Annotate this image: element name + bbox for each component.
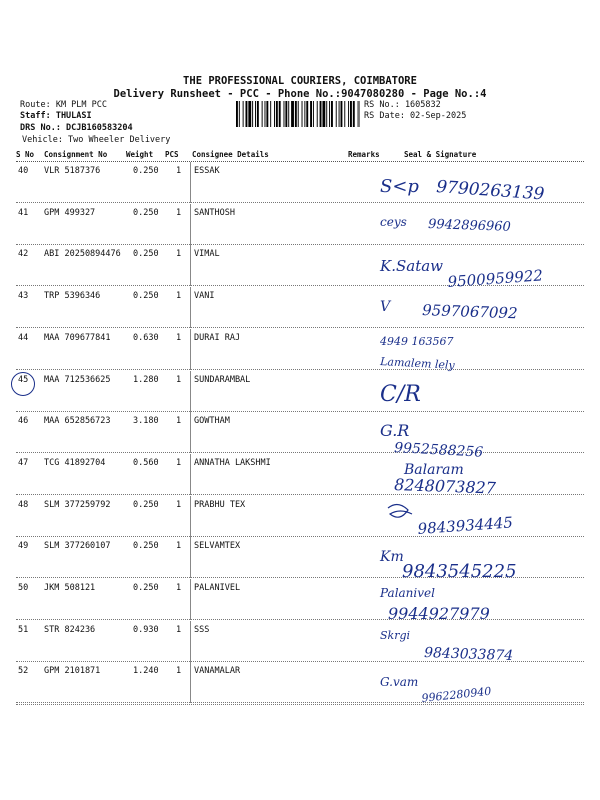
barcode-bar (339, 101, 340, 127)
signature-scrawl: ceys (380, 214, 407, 229)
pieces-count: 1 (176, 666, 182, 677)
col-sno: S No (16, 150, 35, 159)
barcode-bar (276, 101, 278, 127)
table-row (16, 621, 584, 662)
barcode-bar (270, 101, 271, 127)
table-row (16, 662, 584, 706)
serial-number: 43 (18, 291, 29, 302)
consignment-number: TRP 5396346 (44, 291, 101, 302)
barcode-bar (306, 101, 308, 127)
consignee-name: VANAMALAR (194, 666, 241, 677)
pieces-count: 1 (176, 416, 182, 427)
consignee-name: DURAI RAJ (194, 332, 241, 343)
signature-phone-number: 8248073827 (393, 474, 497, 498)
col-pcs: PCS (165, 150, 179, 159)
signature-scrawl: Balaram (404, 461, 464, 478)
weight-value: 0.250 (133, 249, 159, 260)
weight-value: 1.280 (133, 374, 159, 385)
table-row (16, 162, 584, 203)
pieces-count: 1 (176, 457, 182, 468)
column-divider (190, 579, 191, 620)
route-label: Route: KM PLM PCC (20, 100, 107, 110)
signature-scrawl: K.Sataw (380, 257, 444, 276)
table-row (16, 329, 584, 370)
col-seal: Seal & Signature (404, 150, 477, 159)
signature-phone-number: 9944927979 (388, 604, 490, 623)
signature-phone-number: 9790263139 (435, 177, 545, 205)
weight-value: 0.250 (133, 541, 159, 552)
signature-scrawl: Skrgi (380, 628, 411, 642)
barcode-bar (239, 101, 240, 127)
consignment-number: GPM 499327 (44, 207, 96, 218)
barcode-bar (257, 101, 259, 127)
barcode-bar (302, 101, 303, 127)
serial-number: 44 (18, 332, 29, 343)
staff-label: Staff: THULASI (20, 111, 92, 121)
table-bottom-divider (16, 704, 584, 705)
consignee-name: PALANIVEL (194, 583, 241, 593)
barcode-bar (255, 101, 256, 127)
signature-phone-number: 9843033874 (423, 644, 514, 664)
weight-value: 0.930 (133, 624, 159, 635)
consignment-number: STR 824236 (44, 624, 96, 635)
vehicle-label: Vehicle: Two Wheeler Delivery (22, 135, 171, 145)
col-consignee: Consignee Details (192, 150, 269, 159)
barcode-bar (298, 101, 299, 127)
consignment-number: GPM 2101871 (44, 666, 101, 677)
table-row (16, 537, 584, 583)
signature-scrawl: G.R (380, 421, 410, 441)
pieces-count: 1 (176, 499, 182, 510)
signature-phone-number: 9843545225 (402, 561, 517, 583)
barcode-bar (360, 101, 361, 127)
barcode-bar (304, 101, 305, 127)
barcode-bar (310, 101, 312, 127)
barcode-bar (295, 101, 297, 127)
signature-scrawl: S<p (380, 176, 419, 197)
pieces-count: 1 (176, 332, 182, 343)
consignee-name: GOWTHAM (194, 416, 230, 427)
table-row (16, 412, 584, 461)
weight-value: 0.250 (133, 207, 159, 218)
pieces-count: 1 (176, 583, 182, 593)
pieces-count: 1 (176, 541, 182, 552)
serial-number: 51 (18, 624, 29, 635)
consignee-name: VIMAL (194, 249, 220, 260)
signature-scrawl: V (380, 299, 391, 316)
consignee-name: SANTHOSH (194, 207, 235, 218)
column-divider (190, 537, 191, 578)
signature-scrawl: C/R (380, 381, 421, 407)
signature-phone-number: 9597067092 (421, 301, 518, 323)
table-row (16, 287, 584, 328)
serial-number: 48 (18, 499, 29, 510)
column-divider (190, 662, 191, 703)
column-divider (190, 371, 191, 412)
column-divider (190, 454, 191, 495)
consignment-number: TCG 41892704 (44, 457, 106, 468)
handwritten-circle-mark (11, 372, 35, 396)
signature-phone-number: 9942896960 (427, 216, 512, 235)
barcode-bar (344, 101, 345, 127)
consignment-number: VLR 5187376 (44, 166, 101, 176)
barcode-bar (252, 101, 253, 127)
column-divider (190, 204, 191, 245)
table-row (16, 371, 584, 412)
signature-stroke (388, 504, 412, 517)
barcode-bar (326, 101, 327, 127)
pieces-count: 1 (176, 249, 182, 260)
consignee-name: SUNDARAMBAL (194, 374, 251, 385)
consignee-name: SSS (194, 624, 210, 635)
weight-value: 3.180 (133, 416, 159, 427)
barcode-bar (288, 101, 289, 127)
barcode-bar (348, 101, 349, 127)
serial-number: 41 (18, 207, 29, 218)
barcode-bar (341, 101, 343, 127)
signature-phone-number: 9843934445 (417, 512, 514, 538)
serial-number: 46 (18, 416, 29, 427)
barcode-bar (353, 101, 355, 127)
signature-scrawl: 4949 163567 (380, 334, 454, 348)
consignment-number: MAA 712536625 (44, 374, 111, 385)
consignment-number: SLM 377260107 (44, 541, 111, 552)
consignee-name: SELVAMTEX (194, 541, 241, 552)
signature-scrawl: Palanivel (380, 586, 435, 600)
barcode-bar (329, 101, 330, 127)
table-row (16, 454, 584, 498)
signature-scrawl: G.vam (380, 675, 419, 690)
signature-phone-number: 9952588256 (393, 440, 484, 461)
signature-phone-number: 9962280940 (420, 685, 492, 706)
table-row (16, 204, 584, 245)
runsheet-title: Delivery Runsheet - PCC - Phone No.:9047080280 - Page No.:4 (113, 88, 487, 100)
weight-value: 0.250 (133, 291, 159, 302)
column-divider (190, 245, 191, 286)
table-row (16, 245, 584, 292)
col-weight: Weight (126, 150, 154, 159)
signature-phone-number: Lamalem lely (379, 354, 455, 372)
company-title: THE PROFESSIONAL COURIERS, COIMBATORE (183, 75, 417, 87)
weight-value: 0.630 (133, 332, 159, 343)
barcode-bar (317, 101, 318, 127)
weight-value: 0.560 (133, 457, 159, 468)
drs-label: DRS No.: DCJB160583204 (20, 123, 133, 133)
weight-value: 0.250 (133, 499, 159, 510)
col-remarks: Remarks (348, 150, 380, 159)
barcode-bar (246, 101, 248, 127)
rs-info (364, 100, 466, 122)
rs-date: RS Date: 02-Sep-2025 (364, 111, 467, 121)
barcode-bar (291, 101, 294, 127)
barcode-bar (313, 101, 314, 127)
consignment-number: MAA 709677841 (44, 332, 111, 343)
consignment-number: JKM 508121 (44, 583, 96, 593)
serial-number: 40 (18, 166, 29, 176)
consignee-name: ANNATHA LAKSHMI (194, 457, 271, 468)
consignee-name: PRABHU TEX (194, 499, 246, 510)
rs-number: RS No.: 1605832 (364, 100, 441, 110)
weight-value: 1.240 (133, 666, 159, 677)
col-consignment: Consignment No (44, 150, 108, 159)
serial-number: 42 (18, 249, 29, 260)
weight-value: 0.250 (133, 166, 159, 176)
consignee-name: ESSAK (194, 166, 220, 176)
barcode-bar (266, 101, 268, 127)
barcode-bar (243, 101, 244, 127)
column-divider (190, 412, 191, 453)
consignment-number: MAA 652856723 (44, 416, 111, 427)
serial-number: 47 (18, 457, 29, 468)
barcode-bar (262, 101, 263, 127)
column-divider (190, 162, 191, 203)
serial-number: 49 (18, 541, 29, 552)
table-row (16, 579, 584, 623)
barcode-bar (322, 101, 325, 127)
barcode-bar (274, 101, 275, 127)
barcode-bar (336, 101, 337, 127)
consignment-number: ABI 20250894476 (44, 249, 121, 260)
column-divider (190, 287, 191, 328)
column-divider (190, 329, 191, 370)
column-divider (190, 496, 191, 537)
barcode (236, 101, 360, 127)
barcode-bar (248, 101, 251, 127)
signature-phone-number: 9500959922 (447, 266, 544, 292)
serial-number: 50 (18, 583, 29, 593)
pieces-count: 1 (176, 374, 182, 385)
barcode-bar (331, 101, 333, 127)
pieces-count: 1 (176, 624, 182, 635)
barcode-bar (358, 101, 359, 127)
barcode-bar (350, 101, 352, 127)
signature-scrawl: Km (380, 549, 404, 566)
pieces-count: 1 (176, 207, 182, 218)
barcode-bar (236, 101, 238, 127)
barcode-bar (320, 101, 322, 127)
serial-number: 52 (18, 666, 29, 677)
serial-number: 45 (18, 374, 29, 385)
pieces-count: 1 (176, 291, 182, 302)
pieces-count: 1 (176, 166, 182, 176)
barcode-bar (285, 101, 287, 127)
consignee-name: VANI (194, 291, 215, 302)
consignment-number: SLM 377259792 (44, 499, 111, 510)
table-row (16, 496, 584, 537)
weight-value: 0.250 (133, 583, 159, 593)
barcode-bar (284, 101, 285, 127)
barcode-bar (279, 101, 281, 127)
column-divider (190, 621, 191, 662)
barcode-bar (265, 101, 266, 127)
